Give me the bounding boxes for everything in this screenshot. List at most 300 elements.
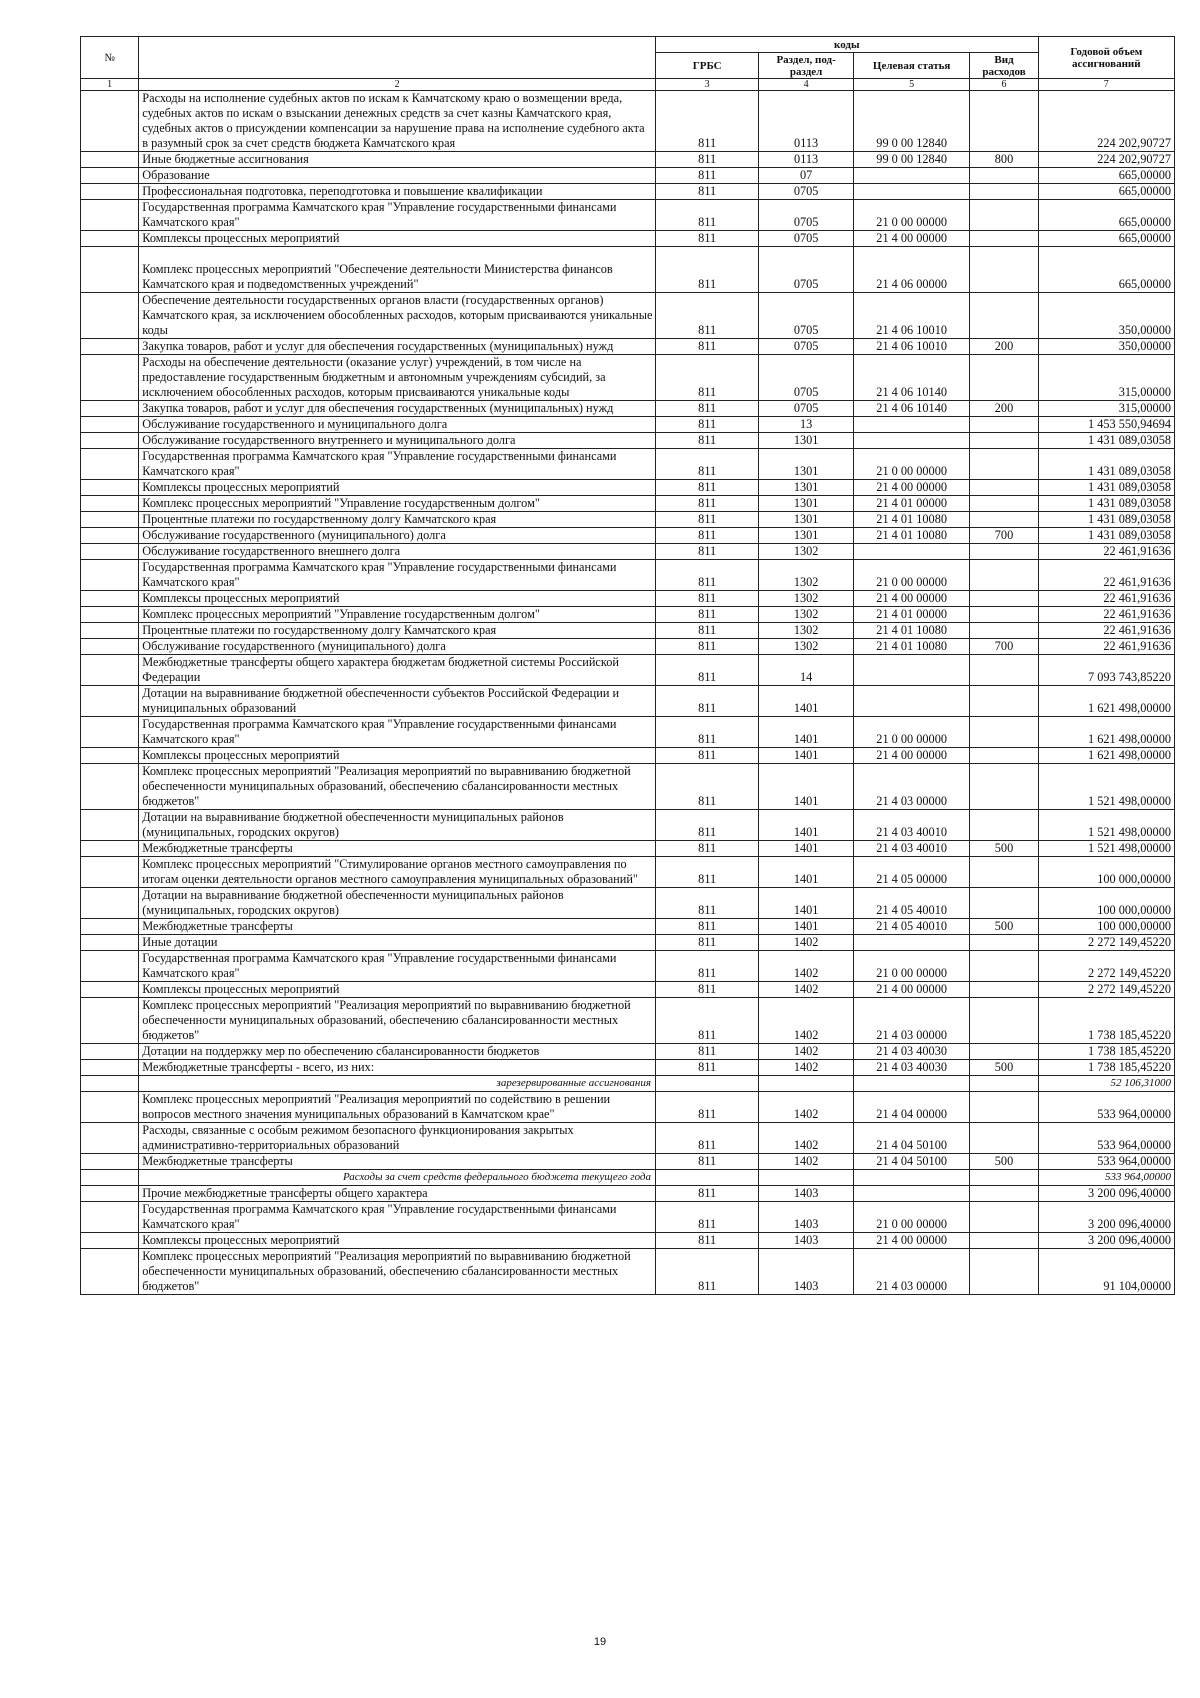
cell-grbs: 811 xyxy=(656,764,759,810)
cell-grbs xyxy=(656,1170,759,1186)
cell-number xyxy=(81,401,139,417)
cell-amount: 665,00000 xyxy=(1038,200,1174,231)
cell-kind xyxy=(970,449,1038,480)
cell-grbs: 811 xyxy=(656,841,759,857)
cell-grbs: 811 xyxy=(656,655,759,686)
table-row xyxy=(81,184,1175,200)
cell-kind xyxy=(970,247,1038,293)
cell-section: 1302 xyxy=(759,607,854,623)
cell-amount: 22 461,91636 xyxy=(1038,623,1174,639)
cell-number xyxy=(81,998,139,1044)
cell-kind xyxy=(970,1170,1038,1186)
cell-section: 0705 xyxy=(759,247,854,293)
cell-number xyxy=(81,982,139,998)
cell-name: Комплекс процессных мероприятий "Реализация мероприятий по выравниванию бюджетной обеспеченности муниципальных образований, обеспечению сбалансированности местных бюджетов" xyxy=(139,1249,656,1295)
cell-grbs: 811 xyxy=(656,1060,759,1076)
cell-number xyxy=(81,1044,139,1060)
cell-section: 1403 xyxy=(759,1233,854,1249)
cell-number xyxy=(81,544,139,560)
cell-amount: 100 000,00000 xyxy=(1038,857,1174,888)
cell-name: Расходы на исполнение судебных актов по искам к Камчатскому краю о возмещении вреда, судебных актов по искам о взыскании денежных средств за счет казны Камчатского края, судебных актов о присуждении компенсации за нарушение права на исполнение судебного акта в разумный срок за счет средств бюджета Камчатского края xyxy=(139,91,656,152)
table-row xyxy=(81,1092,1175,1123)
cell-grbs: 811 xyxy=(656,339,759,355)
table-row xyxy=(81,655,1175,686)
cell-section xyxy=(759,1076,854,1092)
cell-section: 1403 xyxy=(759,1186,854,1202)
cell-section: 1302 xyxy=(759,623,854,639)
cell-kind xyxy=(970,888,1038,919)
cell-kind: 200 xyxy=(970,339,1038,355)
cell-grbs: 811 xyxy=(656,480,759,496)
cell-number xyxy=(81,686,139,717)
cell-target: 21 4 06 00000 xyxy=(853,247,970,293)
cell-target: 21 4 00 00000 xyxy=(853,1233,970,1249)
cell-grbs: 811 xyxy=(656,184,759,200)
cell-amount: 665,00000 xyxy=(1038,184,1174,200)
cell-target: 21 4 04 00000 xyxy=(853,1092,970,1123)
cell-amount: 2 272 149,45220 xyxy=(1038,951,1174,982)
cell-kind xyxy=(970,623,1038,639)
cell-amount: 665,00000 xyxy=(1038,168,1174,184)
cell-amount: 1 521 498,00000 xyxy=(1038,764,1174,810)
cell-number xyxy=(81,480,139,496)
cell-number xyxy=(81,1202,139,1233)
cell-grbs: 811 xyxy=(656,1249,759,1295)
cell-target: 21 4 00 00000 xyxy=(853,982,970,998)
table-row xyxy=(81,1123,1175,1154)
table-row xyxy=(81,686,1175,717)
cell-target: 21 4 03 40010 xyxy=(853,810,970,841)
cell-name: Межбюджетные трансферты xyxy=(139,1154,656,1170)
cell-grbs: 811 xyxy=(656,1123,759,1154)
cell-section: 1402 xyxy=(759,1123,854,1154)
cell-name: Комплекс процессных мероприятий "Обеспечение деятельности Министерства финансов Камчатского края и подведомственных учреждений" xyxy=(139,247,656,293)
cell-number xyxy=(81,607,139,623)
table-row xyxy=(81,544,1175,560)
cell-kind xyxy=(970,496,1038,512)
colnum-7: 7 xyxy=(1038,79,1174,91)
table-row-note xyxy=(81,1076,1175,1092)
cell-section: 1403 xyxy=(759,1202,854,1233)
cell-name: Образование xyxy=(139,168,656,184)
cell-section: 1301 xyxy=(759,512,854,528)
cell-kind: 500 xyxy=(970,919,1038,935)
cell-amount: 1 431 089,03058 xyxy=(1038,528,1174,544)
cell-target: 21 0 00 00000 xyxy=(853,951,970,982)
cell-section: 1402 xyxy=(759,1044,854,1060)
cell-number xyxy=(81,512,139,528)
cell-kind xyxy=(970,717,1038,748)
cell-section: 07 xyxy=(759,168,854,184)
cell-amount: 3 200 096,40000 xyxy=(1038,1202,1174,1233)
cell-number xyxy=(81,1123,139,1154)
cell-name: Комплексы процессных мероприятий xyxy=(139,982,656,998)
column-numbers-row xyxy=(81,79,1175,91)
cell-target xyxy=(853,184,970,200)
header-grbs: ГРБС xyxy=(656,53,759,79)
cell-grbs: 811 xyxy=(656,607,759,623)
cell-amount: 1 521 498,00000 xyxy=(1038,841,1174,857)
cell-name: Комплекс процессных мероприятий "Реализация мероприятий по выравниванию бюджетной обеспеченности муниципальных образований, обеспечению сбалансированности местных бюджетов" xyxy=(139,998,656,1044)
cell-kind xyxy=(970,512,1038,528)
header-codes: коды xyxy=(656,37,1039,53)
table-row xyxy=(81,1186,1175,1202)
cell-name: Комплекс процессных мероприятий "Управление государственным долгом" xyxy=(139,496,656,512)
table-row xyxy=(81,857,1175,888)
cell-name: Комплексы процессных мероприятий xyxy=(139,480,656,496)
cell-amount: 1 431 089,03058 xyxy=(1038,433,1174,449)
table-row xyxy=(81,717,1175,748)
colnum-2: 2 xyxy=(139,79,656,91)
cell-amount: 3 200 096,40000 xyxy=(1038,1186,1174,1202)
cell-target: 21 4 01 10080 xyxy=(853,639,970,655)
header-target: Целевая статья xyxy=(853,53,970,79)
table-row xyxy=(81,951,1175,982)
cell-grbs: 811 xyxy=(656,810,759,841)
table-row xyxy=(81,1233,1175,1249)
cell-target xyxy=(853,1170,970,1186)
cell-target xyxy=(853,1186,970,1202)
cell-number xyxy=(81,841,139,857)
cell-number xyxy=(81,951,139,982)
cell-section: 1301 xyxy=(759,480,854,496)
cell-section: 1401 xyxy=(759,841,854,857)
table-row xyxy=(81,841,1175,857)
cell-grbs: 811 xyxy=(656,982,759,998)
cell-kind xyxy=(970,1123,1038,1154)
cell-number xyxy=(81,528,139,544)
cell-number xyxy=(81,449,139,480)
cell-target xyxy=(853,1076,970,1092)
table-row xyxy=(81,293,1175,339)
cell-grbs: 811 xyxy=(656,247,759,293)
cell-section: 1402 xyxy=(759,1060,854,1076)
table-row xyxy=(81,152,1175,168)
header-name xyxy=(139,37,656,79)
cell-name: Межбюджетные трансферты - всего, из них: xyxy=(139,1060,656,1076)
cell-number xyxy=(81,655,139,686)
cell-grbs: 811 xyxy=(656,748,759,764)
cell-section: 1401 xyxy=(759,857,854,888)
cell-target: 21 4 05 40010 xyxy=(853,888,970,919)
cell-section: 1302 xyxy=(759,544,854,560)
cell-grbs: 811 xyxy=(656,1233,759,1249)
cell-kind xyxy=(970,560,1038,591)
header-section: Раздел, под-раздел xyxy=(759,53,854,79)
cell-name: Межбюджетные трансферты xyxy=(139,919,656,935)
table-row xyxy=(81,417,1175,433)
table-row xyxy=(81,810,1175,841)
cell-section: 1301 xyxy=(759,528,854,544)
cell-number xyxy=(81,1170,139,1186)
cell-section: 14 xyxy=(759,655,854,686)
cell-grbs: 811 xyxy=(656,200,759,231)
cell-amount: 91 104,00000 xyxy=(1038,1249,1174,1295)
cell-number xyxy=(81,623,139,639)
cell-grbs: 811 xyxy=(656,919,759,935)
cell-amount: 533 964,00000 xyxy=(1038,1154,1174,1170)
cell-target: 21 4 03 40010 xyxy=(853,841,970,857)
cell-target: 21 0 00 00000 xyxy=(853,200,970,231)
table-row xyxy=(81,247,1175,293)
cell-amount: 1 431 089,03058 xyxy=(1038,480,1174,496)
cell-number xyxy=(81,919,139,935)
cell-grbs: 811 xyxy=(656,417,759,433)
table-row-note xyxy=(81,1170,1175,1186)
cell-name: Дотации на выравнивание бюджетной обеспеченности муниципальных районов (муниципальных, городских округов) xyxy=(139,888,656,919)
cell-amount: 22 461,91636 xyxy=(1038,607,1174,623)
table-row xyxy=(81,1044,1175,1060)
cell-number xyxy=(81,591,139,607)
cell-kind xyxy=(970,1044,1038,1060)
cell-name: Обеспечение деятельности государственных органов власти (государственных органов) Камчатского края, за исключением обособленных расходов, которым присваиваются уникальные коды xyxy=(139,293,656,339)
table-row xyxy=(81,528,1175,544)
cell-target: 21 4 03 00000 xyxy=(853,998,970,1044)
cell-kind xyxy=(970,1092,1038,1123)
cell-number xyxy=(81,152,139,168)
cell-amount: 2 272 149,45220 xyxy=(1038,982,1174,998)
cell-section: 13 xyxy=(759,417,854,433)
table-row xyxy=(81,355,1175,401)
cell-kind xyxy=(970,1186,1038,1202)
cell-name: Обслуживание государственного (муниципального) долга xyxy=(139,639,656,655)
cell-grbs: 811 xyxy=(656,355,759,401)
cell-amount: 3 200 096,40000 xyxy=(1038,1233,1174,1249)
cell-name: Процентные платежи по государственному долгу Камчатского края xyxy=(139,512,656,528)
cell-grbs: 811 xyxy=(656,1092,759,1123)
table-row xyxy=(81,480,1175,496)
table-header xyxy=(81,37,1175,91)
table-row xyxy=(81,200,1175,231)
cell-amount: 533 964,00000 xyxy=(1038,1123,1174,1154)
cell-section: 1401 xyxy=(759,748,854,764)
cell-name: Комплекс процессных мероприятий "Управление государственным долгом" xyxy=(139,607,656,623)
cell-target: 21 0 00 00000 xyxy=(853,717,970,748)
header-number: № xyxy=(81,37,139,79)
cell-amount: 1 431 089,03058 xyxy=(1038,512,1174,528)
cell-kind: 800 xyxy=(970,152,1038,168)
cell-target: 21 4 03 00000 xyxy=(853,1249,970,1295)
cell-number xyxy=(81,339,139,355)
cell-amount: 2 272 149,45220 xyxy=(1038,935,1174,951)
cell-amount: 350,00000 xyxy=(1038,293,1174,339)
cell-kind xyxy=(970,935,1038,951)
cell-name: Межбюджетные трансферты общего характера бюджетам бюджетной системы Российской Федерации xyxy=(139,655,656,686)
cell-number xyxy=(81,639,139,655)
cell-amount: 1 521 498,00000 xyxy=(1038,810,1174,841)
table-row xyxy=(81,496,1175,512)
table-row xyxy=(81,1154,1175,1170)
cell-grbs: 811 xyxy=(656,1154,759,1170)
colnum-1: 1 xyxy=(81,79,139,91)
cell-number xyxy=(81,748,139,764)
cell-name: Иные дотации xyxy=(139,935,656,951)
cell-amount: 1 738 185,45220 xyxy=(1038,998,1174,1044)
cell-grbs: 811 xyxy=(656,560,759,591)
cell-target xyxy=(853,686,970,717)
cell-name: Государственная программа Камчатского края "Управление государственными финансами Камчатского края" xyxy=(139,951,656,982)
cell-name: Комплекс процессных мероприятий "Реализация мероприятий по выравниванию бюджетной обеспеченности муниципальных образований, обеспечению сбалансированности местных бюджетов" xyxy=(139,764,656,810)
cell-grbs: 811 xyxy=(656,935,759,951)
header-volume: Годовой объем ассигнований xyxy=(1038,37,1174,79)
cell-target: 21 4 03 00000 xyxy=(853,764,970,810)
cell-grbs: 811 xyxy=(656,544,759,560)
cell-section: 0705 xyxy=(759,184,854,200)
cell-section: 0705 xyxy=(759,355,854,401)
cell-name: Прочие межбюджетные трансферты общего характера xyxy=(139,1186,656,1202)
budget-allocation-table xyxy=(80,36,1175,1295)
cell-number xyxy=(81,857,139,888)
cell-amount: 100 000,00000 xyxy=(1038,888,1174,919)
cell-amount: 665,00000 xyxy=(1038,247,1174,293)
cell-grbs: 811 xyxy=(656,623,759,639)
cell-name: Государственная программа Камчатского края "Управление государственными финансами Камчатского края" xyxy=(139,717,656,748)
cell-number xyxy=(81,1076,139,1092)
cell-number xyxy=(81,1154,139,1170)
cell-kind xyxy=(970,544,1038,560)
cell-name: Профессиональная подготовка, переподготовка и повышение квалификации xyxy=(139,184,656,200)
cell-name: Процентные платежи по государственному долгу Камчатского края xyxy=(139,623,656,639)
cell-target: 21 4 01 00000 xyxy=(853,496,970,512)
colnum-4: 4 xyxy=(759,79,854,91)
cell-target: 21 4 00 00000 xyxy=(853,748,970,764)
cell-target xyxy=(853,417,970,433)
cell-section: 1401 xyxy=(759,888,854,919)
table-row xyxy=(81,168,1175,184)
cell-grbs: 811 xyxy=(656,231,759,247)
cell-grbs: 811 xyxy=(656,293,759,339)
cell-section: 1402 xyxy=(759,935,854,951)
table-row xyxy=(81,339,1175,355)
cell-kind xyxy=(970,168,1038,184)
cell-number xyxy=(81,764,139,810)
cell-name: Расходы за счет средств федерального бюджета текущего года xyxy=(139,1170,656,1186)
table-row xyxy=(81,982,1175,998)
cell-target: 21 4 06 10010 xyxy=(853,293,970,339)
cell-name: Межбюджетные трансферты xyxy=(139,841,656,857)
cell-target xyxy=(853,168,970,184)
cell-kind xyxy=(970,231,1038,247)
table-row xyxy=(81,607,1175,623)
cell-kind xyxy=(970,982,1038,998)
cell-kind xyxy=(970,1202,1038,1233)
cell-section: 1402 xyxy=(759,1154,854,1170)
cell-name: Комплекс процессных мероприятий "Стимулирование органов местного самоуправления по итогам оценки деятельности органов местного самоуправления муниципальных образований" xyxy=(139,857,656,888)
cell-target: 21 4 04 50100 xyxy=(853,1154,970,1170)
cell-section: 1302 xyxy=(759,591,854,607)
cell-grbs: 811 xyxy=(656,152,759,168)
cell-number xyxy=(81,355,139,401)
cell-section: 1401 xyxy=(759,717,854,748)
cell-name: Государственная программа Камчатского края "Управление государственными финансами Камчатского края" xyxy=(139,449,656,480)
cell-name: Обслуживание государственного и муниципального долга xyxy=(139,417,656,433)
cell-section: 1402 xyxy=(759,982,854,998)
cell-grbs: 811 xyxy=(656,1202,759,1233)
cell-target: 21 0 00 00000 xyxy=(853,560,970,591)
cell-grbs: 811 xyxy=(656,449,759,480)
cell-grbs: 811 xyxy=(656,1044,759,1060)
table-row xyxy=(81,433,1175,449)
cell-number xyxy=(81,184,139,200)
cell-amount: 665,00000 xyxy=(1038,231,1174,247)
cell-section: 1401 xyxy=(759,764,854,810)
cell-target: 99 0 00 12840 xyxy=(853,91,970,152)
cell-grbs: 811 xyxy=(656,512,759,528)
cell-amount: 224 202,90727 xyxy=(1038,91,1174,152)
cell-kind: 700 xyxy=(970,639,1038,655)
cell-kind xyxy=(970,417,1038,433)
cell-name: Государственная программа Камчатского края "Управление государственными финансами Камчатского края" xyxy=(139,1202,656,1233)
table-body xyxy=(81,91,1175,1295)
table-row xyxy=(81,512,1175,528)
cell-number xyxy=(81,200,139,231)
table-row xyxy=(81,401,1175,417)
table-row xyxy=(81,231,1175,247)
cell-name: Дотации на выравнивание бюджетной обеспеченности субъектов Российской Федерации и муниципальных образований xyxy=(139,686,656,717)
colnum-3: 3 xyxy=(656,79,759,91)
cell-target: 21 0 00 00000 xyxy=(853,1202,970,1233)
cell-target: 21 4 00 00000 xyxy=(853,480,970,496)
cell-kind xyxy=(970,591,1038,607)
cell-target: 21 4 04 50100 xyxy=(853,1123,970,1154)
cell-section: 1301 xyxy=(759,496,854,512)
cell-section: 1402 xyxy=(759,951,854,982)
cell-kind xyxy=(970,355,1038,401)
cell-target: 21 4 06 10140 xyxy=(853,355,970,401)
cell-target: 21 4 00 00000 xyxy=(853,591,970,607)
cell-target: 99 0 00 12840 xyxy=(853,152,970,168)
budget-table-sheet xyxy=(80,36,1175,1295)
cell-amount: 1 738 185,45220 xyxy=(1038,1044,1174,1060)
cell-kind xyxy=(970,91,1038,152)
cell-number xyxy=(81,1249,139,1295)
cell-grbs: 811 xyxy=(656,951,759,982)
cell-name: Комплексы процессных мероприятий xyxy=(139,1233,656,1249)
cell-kind xyxy=(970,764,1038,810)
cell-section: 1403 xyxy=(759,1249,854,1295)
cell-name: Расходы, связанные с особым режимом безопасного функционирования закрытых административно-территориальных образований xyxy=(139,1123,656,1154)
cell-kind xyxy=(970,184,1038,200)
cell-kind xyxy=(970,1249,1038,1295)
cell-section: 0705 xyxy=(759,200,854,231)
cell-number xyxy=(81,168,139,184)
table-row xyxy=(81,591,1175,607)
cell-kind xyxy=(970,748,1038,764)
cell-section: 1402 xyxy=(759,998,854,1044)
cell-target: 21 4 01 10080 xyxy=(853,512,970,528)
cell-grbs: 811 xyxy=(656,857,759,888)
colnum-5: 5 xyxy=(853,79,970,91)
cell-number xyxy=(81,293,139,339)
cell-amount: 1 453 550,94694 xyxy=(1038,417,1174,433)
cell-grbs: 811 xyxy=(656,168,759,184)
table-row xyxy=(81,560,1175,591)
cell-grbs: 811 xyxy=(656,591,759,607)
cell-amount: 315,00000 xyxy=(1038,401,1174,417)
cell-grbs: 811 xyxy=(656,496,759,512)
cell-grbs: 811 xyxy=(656,528,759,544)
cell-grbs: 811 xyxy=(656,433,759,449)
cell-name: Комплексы процессных мероприятий xyxy=(139,231,656,247)
cell-target: 21 4 03 40030 xyxy=(853,1044,970,1060)
cell-number xyxy=(81,1092,139,1123)
table-row xyxy=(81,1060,1175,1076)
cell-amount: 1 431 089,03058 xyxy=(1038,449,1174,480)
cell-target: 21 4 01 10080 xyxy=(853,623,970,639)
cell-section: 1301 xyxy=(759,449,854,480)
cell-grbs: 811 xyxy=(656,717,759,748)
cell-name: Обслуживание государственного (муниципального) долга xyxy=(139,528,656,544)
